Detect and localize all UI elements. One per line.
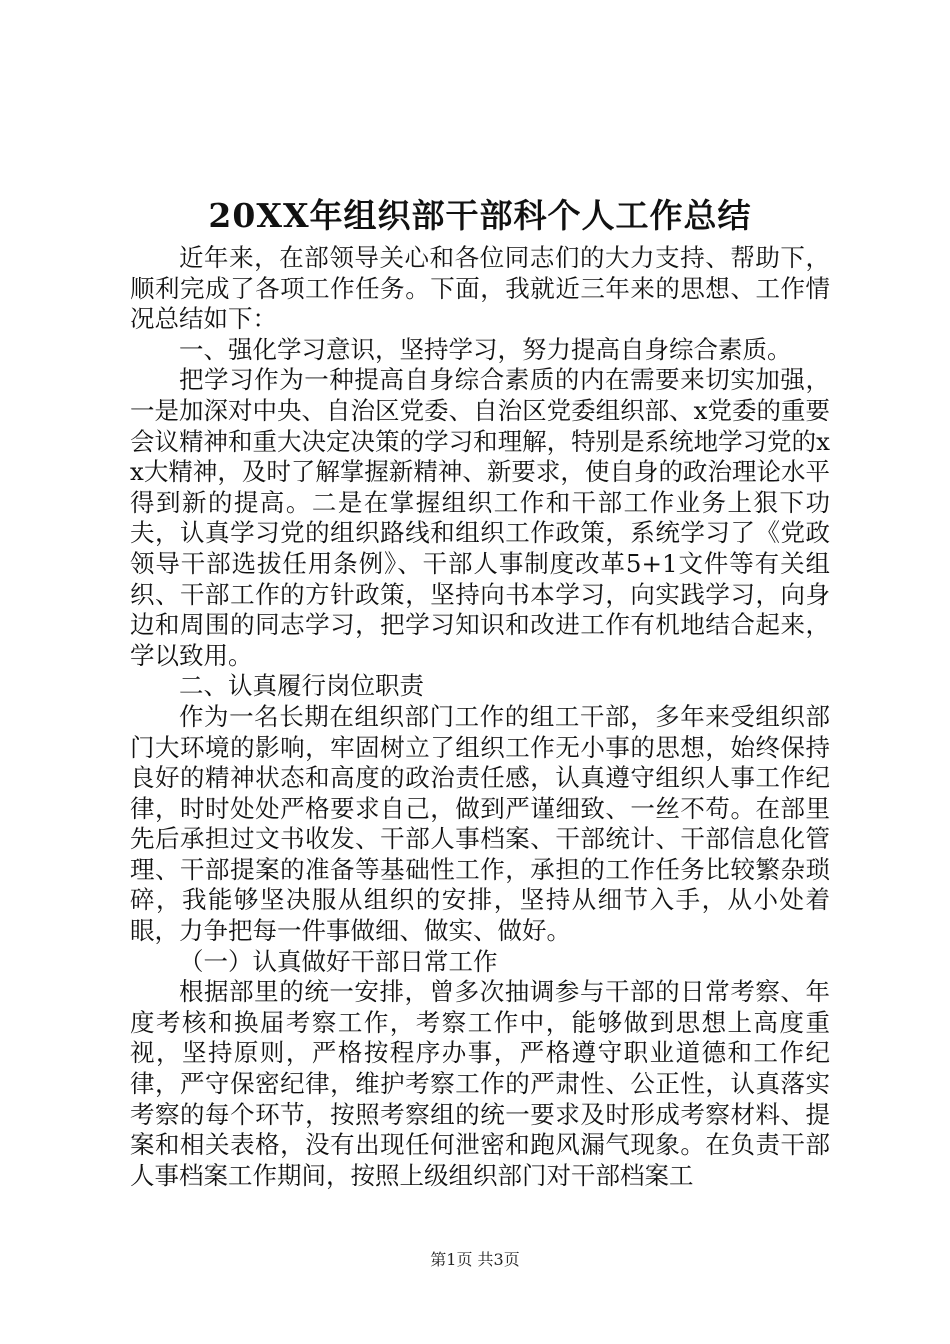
document-page [130, 190, 830, 1191]
paragraph-intro: 近年来，在部领导关心和各位同志们的大力支持、帮助下，顺利完成了各项工作任务。下面，我就近三年来的思想、工作情况总结如下： [130, 243, 830, 334]
section-heading-2: 二、认真履行岗位职责 [179, 671, 424, 701]
section-heading-1: 一、强化学习意识，坚持学习，努力提高自身综合素质。 [179, 334, 792, 364]
paragraph-duties: 作为一名长期在组织部门工作的组工干部，多年来受组织部门大环境的影响，牢固树立了组织工作无小事的思想，始终保持良好的精神状态和高度的政治责任感，认真遵守组织人事工作纪律，时时处处严格要求自己，做到严谨细致、一丝不苟。在部里先后承担过文书收发、干部人事档案、干部统计、干部信息化管理、干部提案的准备等基础性工作，承担的工作任务比较繁杂琐碎，我能够坚决服从组织的安排，坚持从细节入手，从小处着眼，力争把每一件事做细、做实、做好。 [130, 701, 830, 946]
paragraph-study: 把学习作为一种提高自身综合素质的内在需要来切实加强，一是加深对中央、自治区党委、自治区党委组织部、x党委的重要会议精神和重大决定决策的学习和理解，特别是系统地学习党的xx大精神，及时了解掌握新精神、新要求，使自身的政治理论水平得到新的提高。二是在掌握组织工作和干部工作业务上狠下功夫，认真学习党的组织路线和组织工作政策，系统学习了《党政领导干部选拔任用条例》、干部人事制度改革5+1文件等有关组织、干部工作的方针政策，坚持向书本学习，向实践学习，向身边和周围的同志学习，把学习知识和改进工作有机地结合起来，学以致用。 [130, 365, 830, 670]
document-title: 20XX年组织部干部科个人工作总结 [208, 196, 752, 235]
subsection-heading-1: （一）认真做好干部日常工作 [179, 946, 498, 976]
page-footer: 第1页 共3页 [430, 1250, 520, 1269]
paragraph-daily-work: 根据部里的统一安排，曾多次抽调参与干部的日常考察、年度考核和换届考察工作，考察工作中，能够做到思想上高度重视，坚持原则，严格按程序办事，严格遵守职业道德和工作纪律，严守保密纪律，维护考察工作的严肃性、公正性，认真落实考察的每个环节，按照考察组的统一要求及时形成考察材料、提案和相关表格，没有出现任何泄密和跑风漏气现象。在负责干部人事档案工作期间，按照上级组织部门对干部档案工 [130, 977, 830, 1190]
